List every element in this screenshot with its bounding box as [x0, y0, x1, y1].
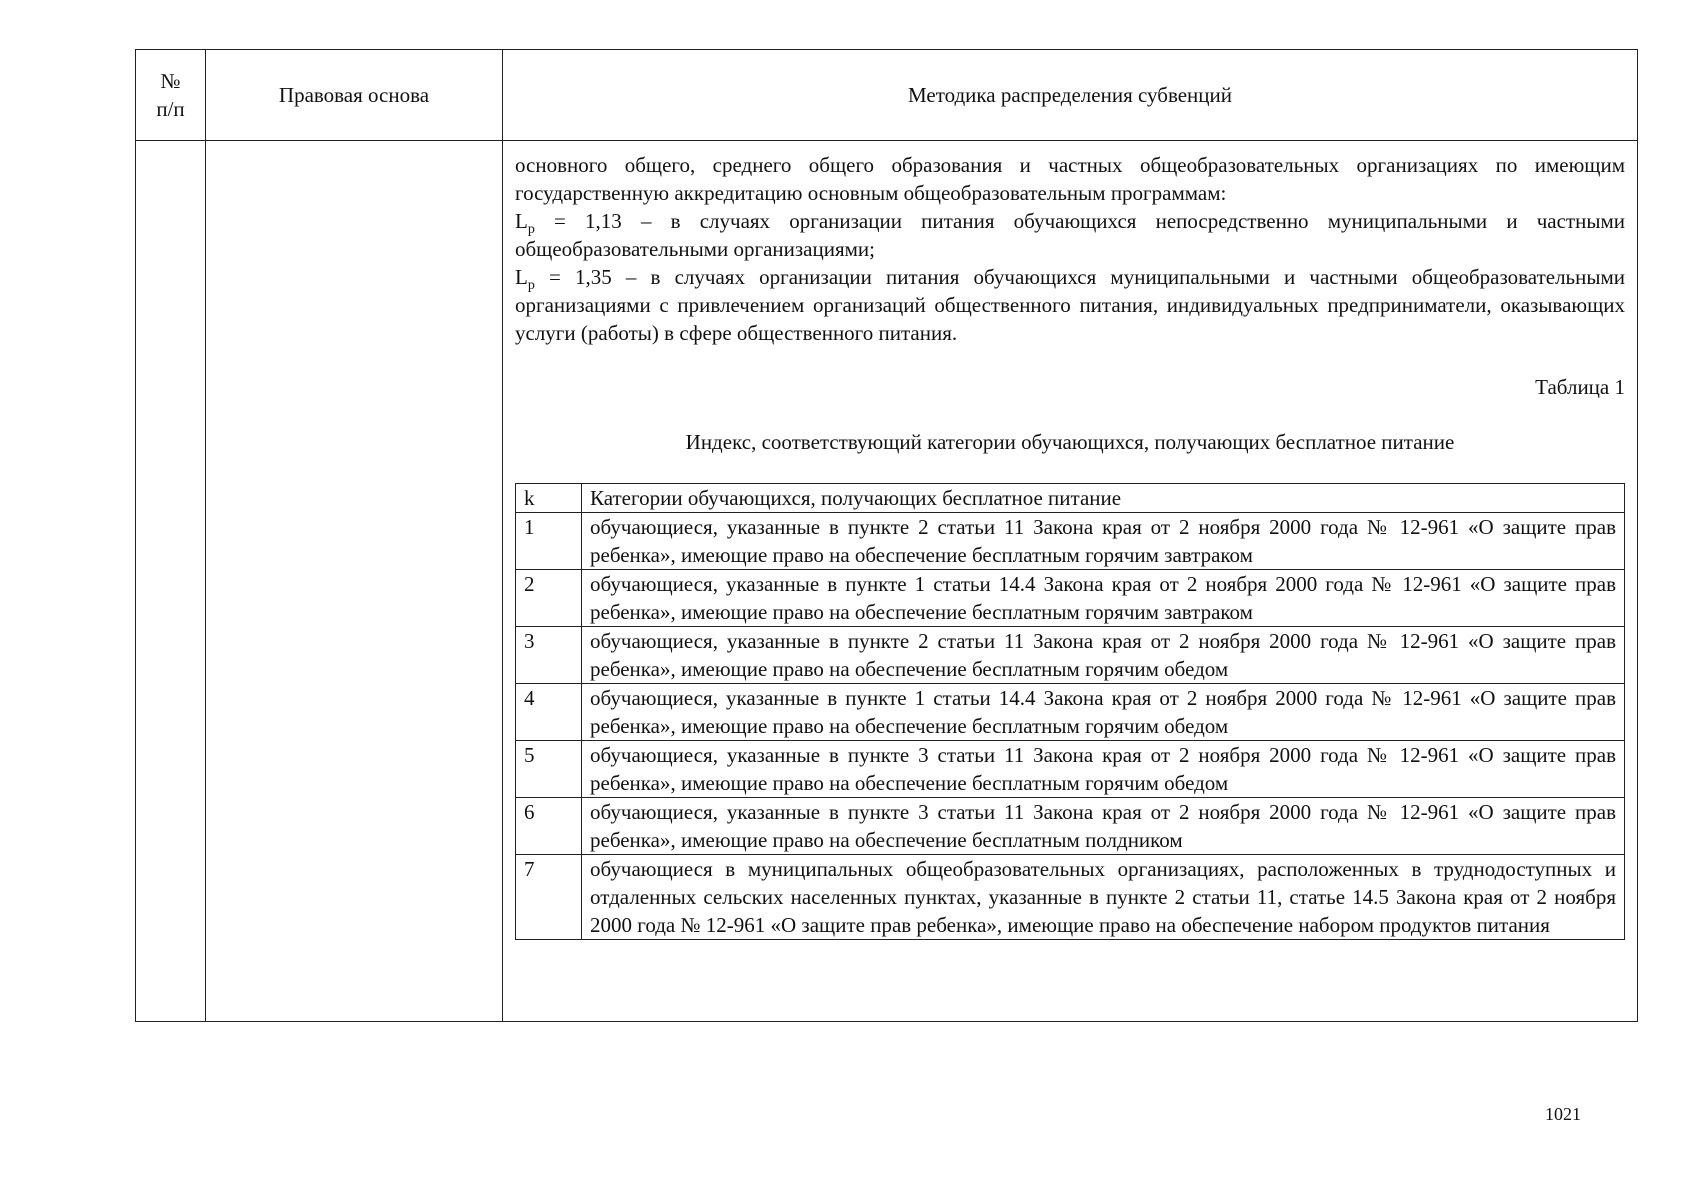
- header-number-line2: п/п: [156, 97, 185, 121]
- main-table-body-row: [136, 141, 1638, 1022]
- legal-basis-cell: [206, 141, 503, 1022]
- lp-symbol: L: [515, 265, 528, 289]
- table-row: [516, 627, 1625, 684]
- paragraph-lp-135: [515, 263, 1625, 347]
- row-text: обучающиеся в муниципальных общеобразовательных организациях, расположенных в труднодоступных и отдаленных сельских населенных пунктах, указанные в пункте 2 статьи 11, статье 14.5 Закона края от 2 ноября 2000 года № 12-961 «О защите прав ребенка», имеющие право на обеспечение набором продуктов питания: [582, 855, 1625, 940]
- number-cell: [136, 141, 206, 1022]
- row-k: 3: [516, 627, 582, 684]
- row-text: обучающиеся, указанные в пункте 3 статьи 11 Закона края от 2 ноября 2000 года № 12-961 «О защите прав ребенка», имеющие право на обеспечение бесплатным горячим обедом: [582, 741, 1625, 798]
- row-text: обучающиеся, указанные в пункте 2 статьи 11 Закона края от 2 ноября 2000 года № 12-961 «О защите прав ребенка», имеющие право на обеспечение бесплатным горячим завтраком: [582, 513, 1625, 570]
- row-text: обучающиеся, указанные в пункте 1 статьи 14.4 Закона края от 2 ноября 2000 года № 12-961 «О защите прав ребенка», имеющие право на обеспечение бесплатным горячим обедом: [582, 684, 1625, 741]
- table-row: [516, 684, 1625, 741]
- row-k: 4: [516, 684, 582, 741]
- table-row: [516, 570, 1625, 627]
- categories-header-k: k: [516, 484, 582, 513]
- lp-symbol: L: [515, 209, 528, 233]
- row-k: 2: [516, 570, 582, 627]
- categories-header-category: Категории обучающихся, получающих бесплатное питание: [582, 484, 1625, 513]
- categories-table: [515, 483, 1625, 940]
- header-methodology: Методика распределения субвенций: [503, 50, 1638, 141]
- paragraph-programs: основного общего, среднего общего образования и частных общеобразовательных организациях по имеющим государственную аккредитацию основным общеобразовательным программам:: [515, 153, 1625, 205]
- main-table-header-row: [136, 50, 1638, 141]
- methodology-cell: [503, 141, 1638, 1022]
- row-k: 5: [516, 741, 582, 798]
- lp-135-text: = 1,35 – в случаях организации питания обучающихся муниципальными и частными общеобразовательными организациями с привлечением организаций общественного питания, индивидуальных предприниматели, оказывающих услуги (работы) в сфере общественного питания.: [515, 265, 1625, 345]
- row-text: обучающиеся, указанные в пункте 1 статьи 14.4 Закона края от 2 ноября 2000 года № 12-961 «О защите прав ребенка», имеющие право на обеспечение бесплатным горячим завтраком: [582, 570, 1625, 627]
- table-title: Индекс, соответствующий категории обучающихся, получающих бесплатное питание: [685, 430, 1455, 454]
- row-k: 1: [516, 513, 582, 570]
- page-number: 1021: [1545, 1104, 1581, 1124]
- lp-subscript: р: [527, 222, 535, 238]
- table-row: [516, 513, 1625, 570]
- paragraph-lp-113: [515, 207, 1625, 263]
- row-text: обучающиеся, указанные в пункте 3 статьи 11 Закона края от 2 ноября 2000 года № 12-961 «О защите прав ребенка», имеющие право на обеспечение бесплатным полдником: [582, 798, 1625, 855]
- lp-113-text: = 1,13 – в случаях организации питания обучающихся непосредственно муниципальными и частными общеобразовательными организациями;: [515, 209, 1625, 261]
- table-row: [516, 741, 1625, 798]
- header-legal-basis: Правовая основа: [206, 50, 503, 141]
- categories-table-header-row: [516, 484, 1625, 513]
- main-table: [135, 49, 1638, 1022]
- row-k: 7: [516, 855, 582, 940]
- row-text: обучающиеся, указанные в пункте 2 статьи 11 Закона края от 2 ноября 2000 года № 12-961 «О защите прав ребенка», имеющие право на обеспечение бесплатным горячим обедом: [582, 627, 1625, 684]
- lp-subscript: р: [527, 278, 535, 294]
- header-number-line1: №: [160, 69, 181, 93]
- row-k: 6: [516, 798, 582, 855]
- table-number-label: Таблица 1: [1535, 375, 1625, 399]
- table-row: [516, 798, 1625, 855]
- table-row: [516, 855, 1625, 940]
- header-number: [136, 50, 206, 141]
